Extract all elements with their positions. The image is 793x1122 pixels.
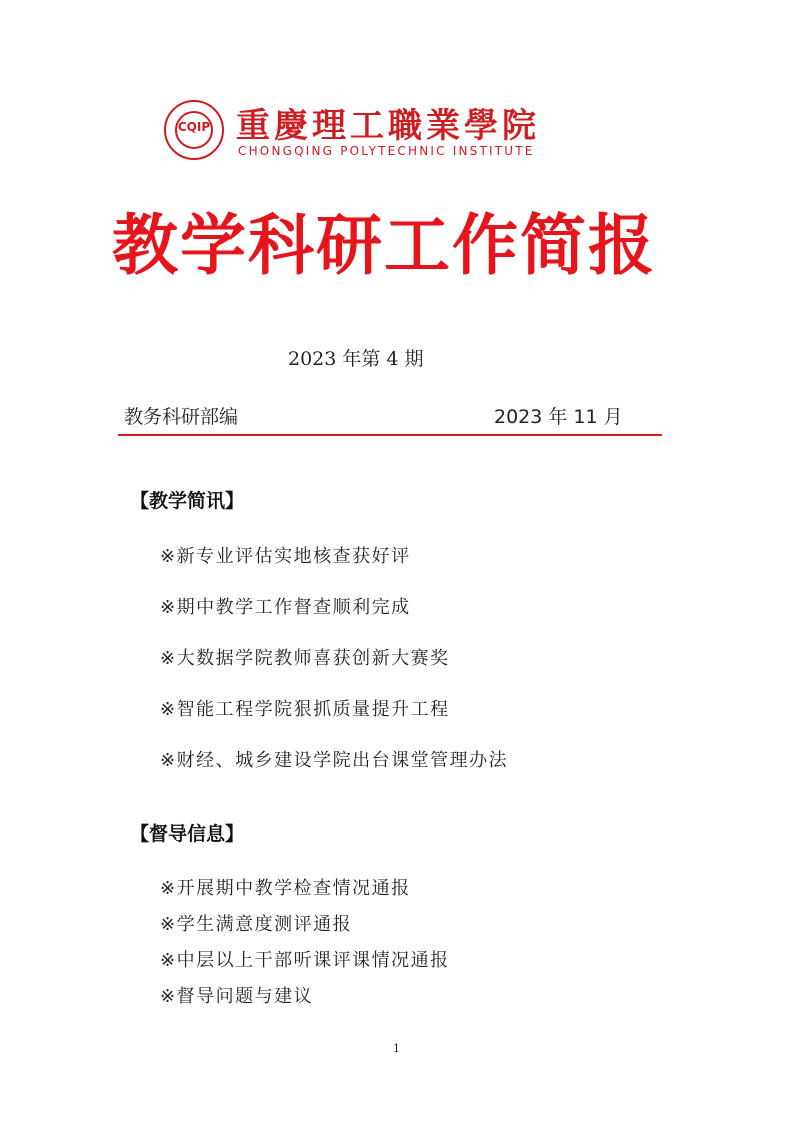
school-name-en: CHONGQING POLYTECHNIC INSTITUTE: [238, 144, 535, 158]
issue-number: 2023 年第 4 期: [288, 348, 424, 370]
header-divider: [118, 434, 662, 436]
list-item: ※智能工程学院狠抓质量提升工程: [160, 699, 450, 720]
list-item: ※学生满意度测评通报: [160, 914, 353, 935]
publish-date: 2023 年 11 月: [494, 406, 623, 428]
seal-text: CQIP: [177, 120, 211, 134]
list-item: ※新专业评估实地核查获好评: [160, 546, 411, 567]
page-number: 1: [393, 1042, 400, 1055]
list-item: ※督导问题与建议: [160, 986, 314, 1007]
bulletin-title: 教学科研工作简报: [112, 207, 656, 284]
school-name-cn: 重慶理工職業學院: [236, 106, 540, 146]
list-item: ※大数据学院教师喜获创新大赛奖: [160, 648, 450, 669]
list-item: ※开展期中教学检查情况通报: [160, 878, 411, 899]
section-heading-supervision: 【督导信息】: [130, 823, 245, 845]
list-item: ※财经、城乡建设学院出台课堂管理办法: [160, 750, 509, 771]
editor-line: 教务科研部编: [124, 406, 239, 428]
section-heading-teaching: 【教学简讯】: [130, 490, 245, 512]
school-logo: [160, 96, 540, 166]
list-item: ※期中教学工作督查顺利完成: [160, 597, 411, 618]
school-seal-icon: [164, 100, 224, 160]
list-item: ※中层以上干部听课评课情况通报: [160, 950, 450, 971]
